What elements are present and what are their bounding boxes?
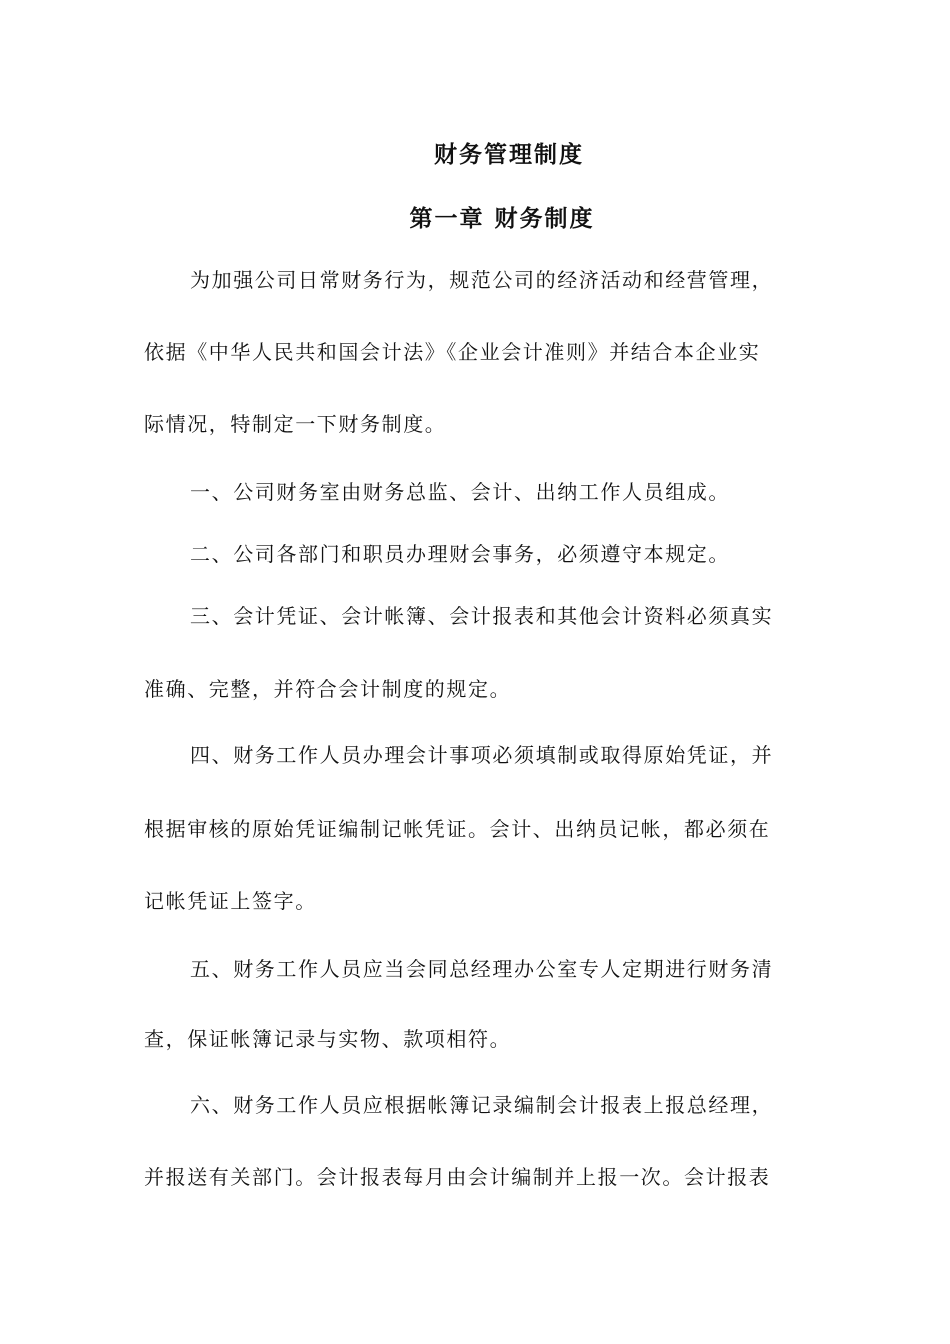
paragraph-line: 根据审核的原始凭证编制记帐凭证。会计、出纳员记帐，都必须在 (144, 817, 771, 841)
paragraph-line: 三、会计凭证、会计帐簿、会计报表和其他会计资料必须真实 (190, 604, 774, 628)
paragraph-line: 五、财务工作人员应当会同总经理办公室专人定期进行财务清 (190, 957, 774, 981)
paragraph-line: 一、公司财务室由财务总监、会计、出纳工作人员组成。 (190, 480, 730, 504)
paragraph-line: 四、财务工作人员办理会计事项必须填制或取得原始凭证，并 (190, 743, 774, 767)
paragraph-line: 际情况，特制定一下财务制度。 (144, 412, 447, 436)
paragraph-line: 记帐凭证上签字。 (144, 889, 317, 913)
document-title: 财务管理制度 (434, 142, 584, 168)
paragraph-line: 查，保证帐簿记录与实物、款项相符。 (144, 1027, 512, 1051)
paragraph-line: 六、财务工作人员应根据帐簿记录编制会计报表上报总经理， (190, 1093, 774, 1117)
chapter-heading: 第一章 财务制度 (409, 206, 595, 232)
paragraph-line: 为加强公司日常财务行为，规范公司的经济活动和经营管理， (190, 268, 774, 292)
paragraph-line: 准确、完整，并符合会计制度的规定。 (144, 677, 512, 701)
paragraph-line: 二、公司各部门和职员办理财会事务，必须遵守本规定。 (190, 542, 730, 566)
paragraph-line: 并报送有关部门。会计报表每月由会计编制并上报一次。会计报表 (144, 1165, 771, 1189)
paragraph-line: 依据《中华人民共和国会计法》《企业会计准则》并结合本企业实 (144, 340, 761, 364)
